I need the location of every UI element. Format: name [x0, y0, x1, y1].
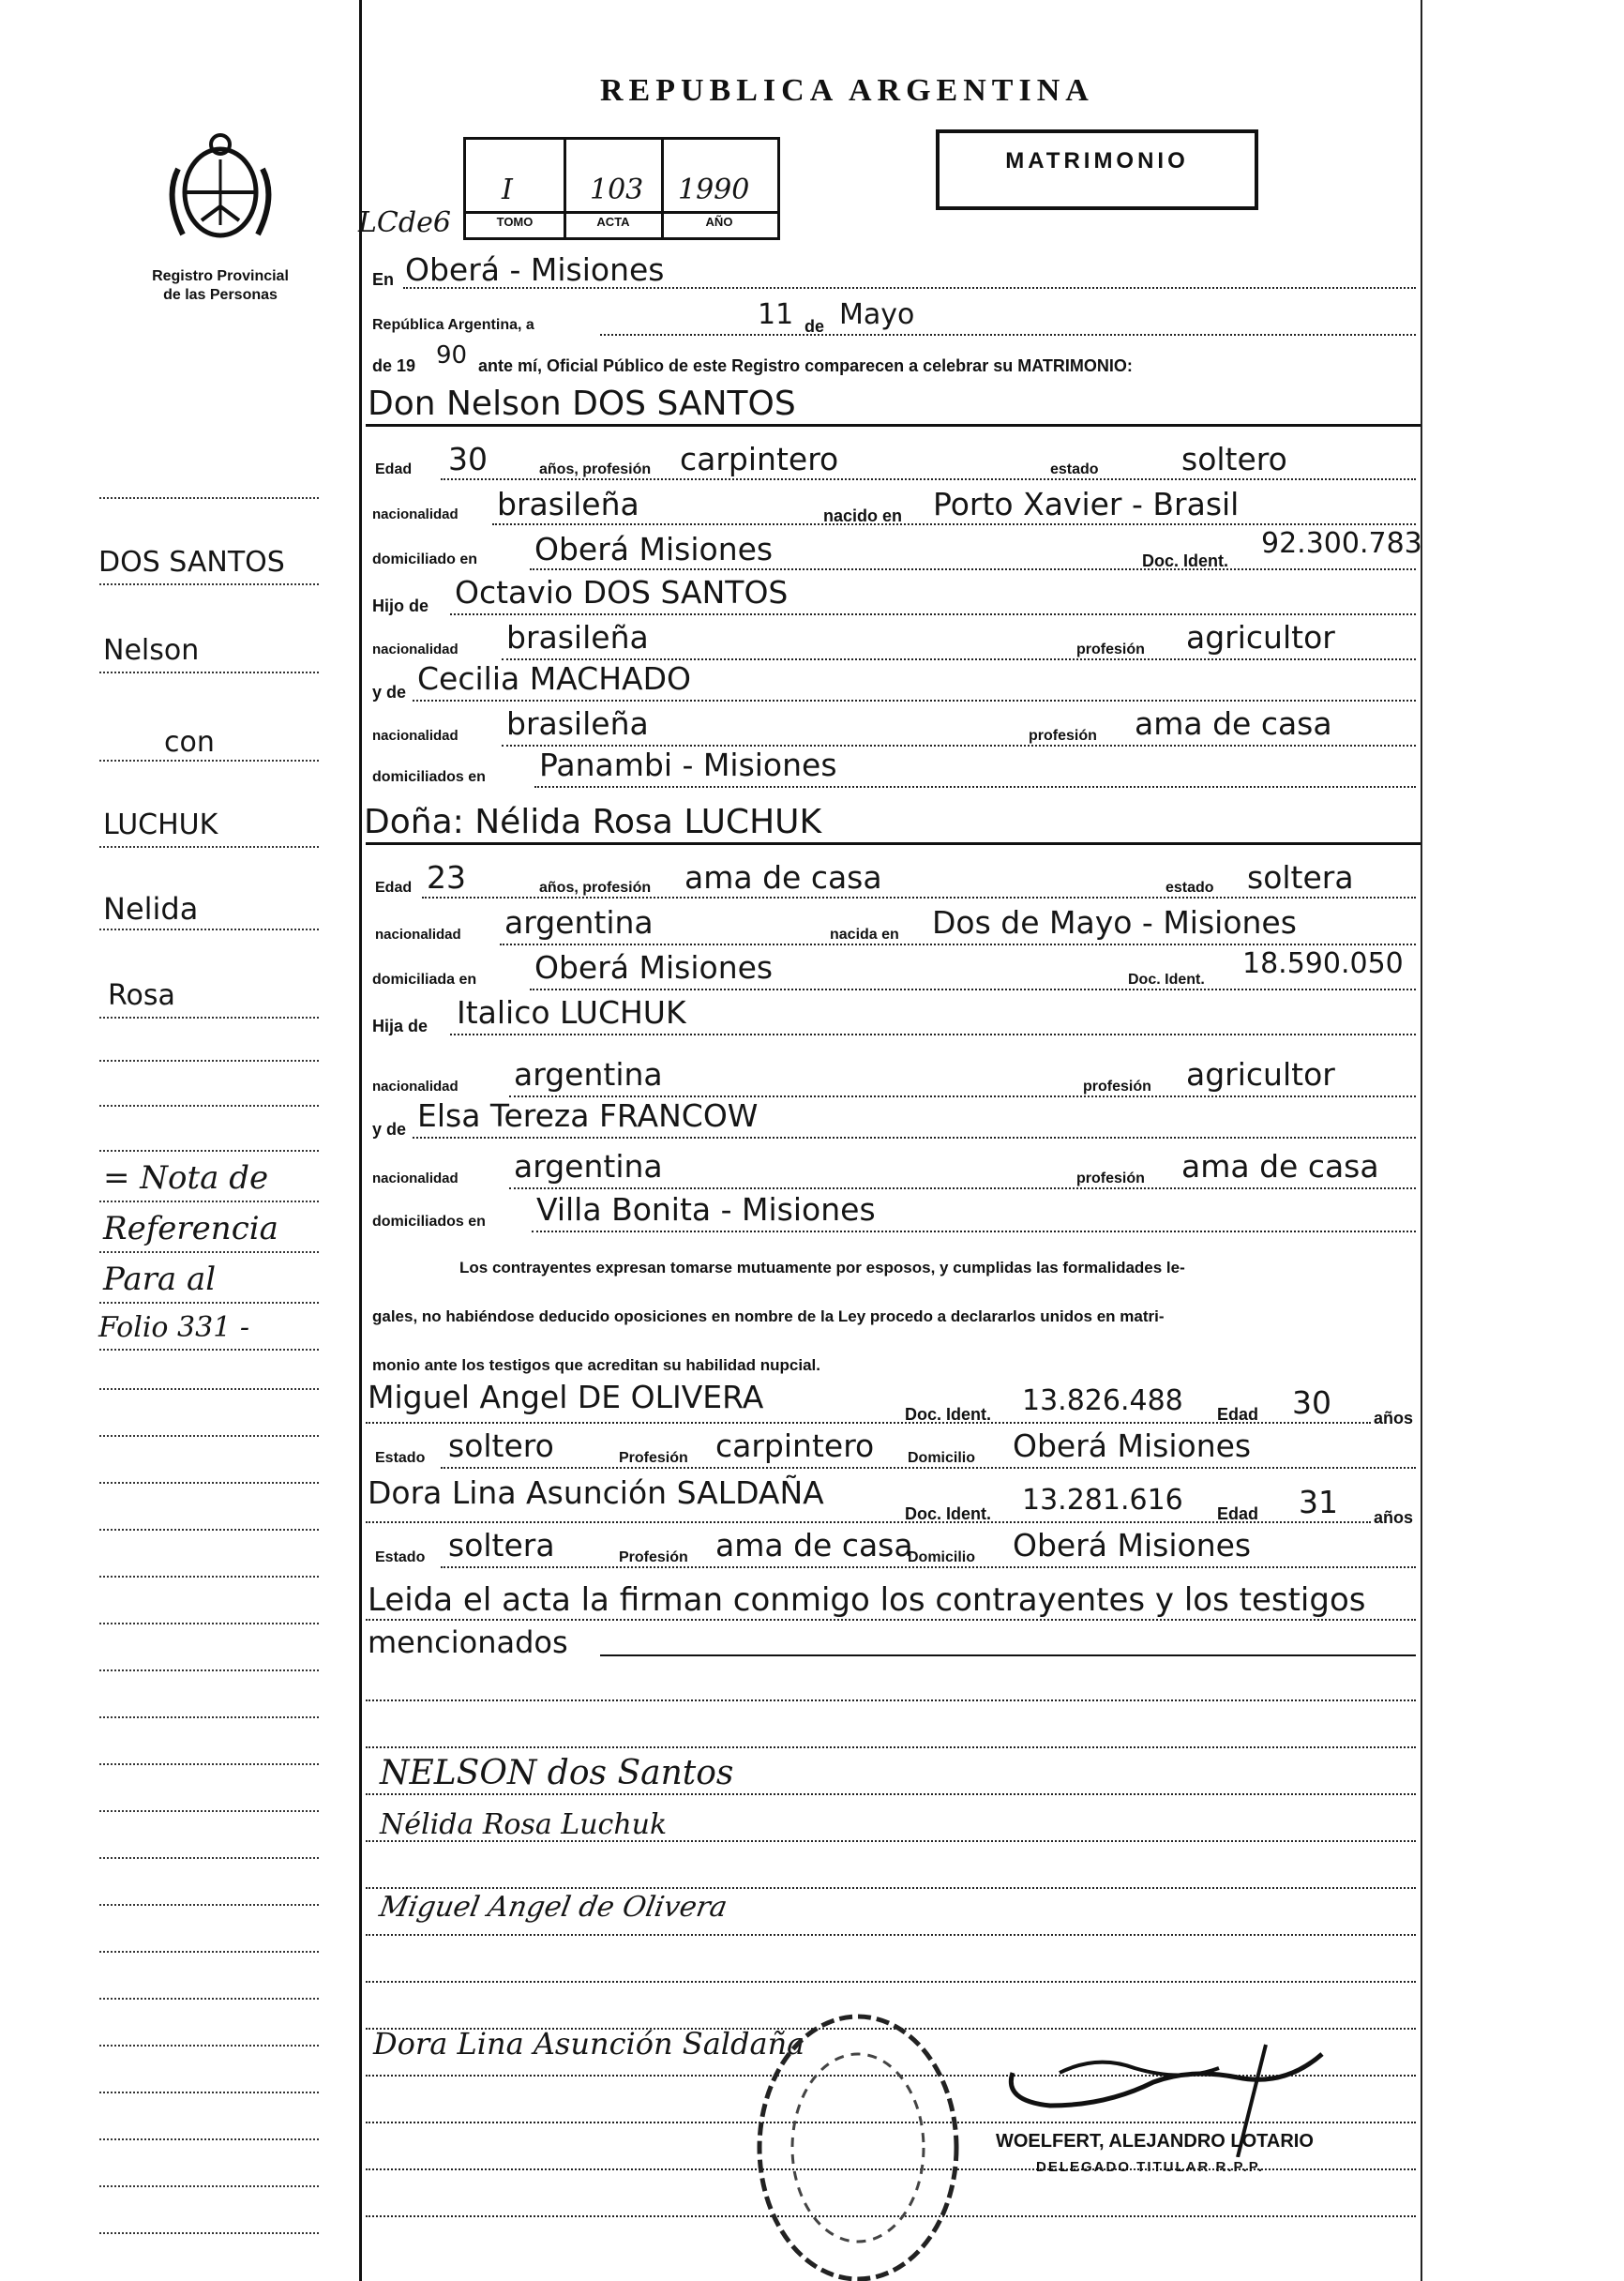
statement-line: gales, no habiéndose deducido oposiciones en nombre de la Ley procedo a declararlos unidos en matri-: [372, 1307, 1165, 1325]
date-year: 90: [436, 341, 468, 370]
witness1-doc: 13.826.488: [1022, 1384, 1183, 1417]
blank-row: [366, 1887, 1416, 1889]
groom-status: soltero: [1181, 441, 1287, 477]
acta-label: ACTA: [596, 215, 630, 229]
document-type-box: [936, 129, 1258, 210]
margin-note-line: Referencia: [103, 1210, 278, 1247]
place-value: Oberá - Misiones: [405, 251, 665, 288]
bride-parents-dom-line: [532, 1231, 1416, 1232]
witness1-line: [366, 1422, 1371, 1424]
officer-name: WOELFERT, ALEJANDRO LOTARIO: [996, 2131, 1314, 2152]
bride-nationality: argentina: [504, 904, 654, 941]
ledger-line: [99, 1857, 319, 1859]
groom-signature: NELSON dos Santos: [380, 1754, 734, 1792]
margin-note-line: Para al: [103, 1261, 217, 1298]
ledger-line: [99, 1998, 319, 2000]
bride-father-label: Hija de: [372, 1017, 429, 1035]
margin-rule: [359, 0, 362, 2281]
groom-profession: carpintero: [680, 441, 839, 477]
groom-parents-dom-line: [534, 786, 1416, 788]
bride-father-prof-label: profesión: [1083, 1079, 1151, 1095]
date-label: República Argentina, a: [372, 317, 534, 333]
closing-line: Leida el acta la firman conmigo los contrayentes y los testigos: [368, 1581, 1366, 1619]
volume-prefix: LCde6: [358, 206, 451, 239]
bride-parents-dom-label: domiciliados en: [372, 1214, 486, 1230]
groom-doc: 92.300.783: [1261, 527, 1422, 560]
ledger-line: [99, 1105, 319, 1107]
groom-dom-line: [530, 568, 1416, 570]
bride-name: Doña: Nélida Rosa LUCHUK: [364, 803, 822, 841]
ledger-line: [99, 1810, 319, 1812]
witness2-status: soltera: [448, 1527, 555, 1563]
place-label: En: [372, 270, 395, 289]
ledger-line: [99, 583, 319, 585]
ledger-line: [99, 1201, 319, 1202]
anio-label: AÑO: [705, 215, 733, 229]
bride-separator: [366, 842, 1421, 845]
bride-mother-nationality: argentina: [514, 1148, 663, 1185]
groom-age-line: [441, 478, 1416, 480]
groom-mother: Cecilia MACHADO: [417, 660, 691, 697]
bride-nat-line: [500, 944, 1416, 945]
document-type-label: MATRIMONIO: [1005, 148, 1189, 174]
ledger-line: [99, 1150, 319, 1152]
witness2-doc-label: Doc. Ident.: [905, 1504, 992, 1523]
closing-underline: [600, 1654, 1416, 1656]
year-label: de 19: [372, 356, 416, 375]
witness2-doc: 13.281.616: [1022, 1484, 1183, 1517]
blank-row: [366, 1934, 1416, 1936]
groom-birthplace: Porto Xavier - Brasil: [933, 486, 1240, 522]
bride-mother-prof-label: profesión: [1076, 1171, 1145, 1186]
right-rule: [1421, 0, 1422, 2281]
blank-row: [366, 1981, 1416, 1983]
date-mid-label: de: [804, 317, 825, 336]
groom-father-nat-label: nacionalidad: [372, 642, 459, 657]
groom-father-label: Hijo de: [372, 597, 429, 615]
bride-status-label: estado: [1165, 880, 1214, 896]
groom-father: Octavio DOS SANTOS: [455, 574, 789, 611]
groom-father-prof-label: profesión: [1076, 642, 1145, 657]
witness1-years-label: años: [1374, 1409, 1414, 1428]
groom-prof-label: años, profesión: [539, 461, 652, 477]
witness2-prof-label: Profesión: [619, 1549, 688, 1565]
witness2-line2: [441, 1566, 1416, 1568]
bride-profession: ama de casa: [684, 859, 882, 896]
office-line: Registro Provincial: [152, 268, 289, 284]
ledger-line: [99, 1529, 319, 1531]
ledger-line: [99, 760, 319, 762]
margin-given-name: Nelson: [103, 634, 200, 667]
groom-nat-label: nacionalidad: [372, 506, 459, 522]
ledger-line: [99, 1060, 319, 1062]
witness2-dom: Oberá Misiones: [1013, 1527, 1252, 1563]
ledger-line: [99, 1669, 319, 1671]
groom-mother-label: y de: [372, 683, 407, 702]
date-line: [600, 334, 1416, 336]
bride-born-label: nacida en: [830, 927, 899, 943]
anio-value: 1990: [678, 174, 750, 206]
bride-doc: 18.590.050: [1242, 947, 1404, 980]
groom-mother-profession: ama de casa: [1135, 705, 1332, 742]
margin-given-name: Nelida: [103, 891, 199, 927]
office-line: de las Personas: [163, 287, 278, 303]
witness2-name: Dora Lina Asunción SALDAÑA: [368, 1474, 824, 1511]
bride-dom-line: [530, 989, 1416, 990]
witness2-prof: ama de casa: [715, 1527, 913, 1563]
bride-status: soltera: [1247, 859, 1354, 896]
ledger-line: [99, 1904, 319, 1906]
witness2-age-label: Edad: [1217, 1504, 1259, 1523]
ledger-line: [99, 1388, 319, 1390]
closing-line: mencionados: [368, 1624, 568, 1660]
closing-line-rule: [366, 1619, 1416, 1621]
bride-father-line: [450, 1034, 1416, 1035]
ledger-line: [99, 1623, 319, 1624]
margin-surname: LUCHUK: [103, 808, 218, 841]
groom-mother-prof-label: profesión: [1029, 728, 1097, 744]
groom-age: 30: [448, 441, 488, 477]
bride-domicile: Oberá Misiones: [534, 949, 774, 986]
bride-mother-nat-label: nacionalidad: [372, 1171, 459, 1186]
blank-row: [366, 1793, 1416, 1795]
groom-mother-nationality: brasileña: [506, 705, 649, 742]
margin-conjunction: con: [164, 726, 215, 759]
officer-title: DELEGADO TITULAR R.P.P.: [1036, 2159, 1264, 2175]
ledger-line: [99, 846, 319, 848]
ledger-line: [99, 1349, 319, 1351]
bride-nat-label: nacionalidad: [375, 927, 461, 943]
ledger-line: [99, 2045, 319, 2047]
bride-age-label: Edad: [375, 880, 413, 896]
witness2-dom-label: Domicilio: [908, 1549, 976, 1565]
ledger-line: [99, 1017, 319, 1019]
bride-mother-label: y de: [372, 1120, 407, 1139]
bride-father-nationality: argentina: [514, 1056, 663, 1093]
ledger-line: [99, 1482, 319, 1484]
blank-row: [366, 1746, 1416, 1748]
witness1-prof-label: Profesión: [619, 1450, 688, 1466]
margin-given-name: Rosa: [108, 979, 175, 1012]
groom-age-label: Edad: [375, 461, 413, 477]
statement-line: Los contrayentes expresan tomarse mutuamente por esposos, y cumplidas las formalidades le-: [459, 1259, 1185, 1276]
ledger-line: [99, 2092, 319, 2093]
bride-father: Italico LUCHUK: [457, 994, 686, 1031]
witness2-status-label: Estado: [375, 1549, 426, 1565]
witness1-prof: carpintero: [715, 1428, 875, 1464]
groom-doc-label: Doc. Ident.: [1142, 551, 1229, 570]
ledger-line: [99, 929, 319, 930]
groom-father-profession: agricultor: [1186, 619, 1335, 656]
bride-mother-nat-line: [509, 1187, 1416, 1189]
witness1-status: soltero: [448, 1428, 554, 1464]
groom-father-nationality: brasileña: [506, 619, 649, 656]
bride-age: 23: [427, 859, 466, 896]
groom-mother-line: [413, 700, 1416, 702]
date-post-label: ante mí, Oficial Público de este Registro comparecen a celebrar su MATRIMONIO:: [478, 356, 1133, 375]
ledger-line: [99, 1251, 319, 1253]
tomo-label: TOMO: [496, 215, 534, 229]
witness2-age: 31: [1299, 1484, 1338, 1520]
bride-mother-profession: ama de casa: [1181, 1148, 1379, 1185]
ledger-line: [99, 1716, 319, 1718]
ledger-line: [99, 672, 319, 673]
groom-nat-line: [492, 523, 1416, 525]
blank-row: [366, 1699, 1416, 1701]
tomo-value: I: [502, 174, 513, 206]
witness1-signature: Miguel Angel de Olivera: [376, 1891, 730, 1924]
witness1-name: Miguel Angel DE OLIVERA: [368, 1379, 764, 1415]
bride-prof-label: años, profesión: [539, 880, 652, 896]
ledger-line: [99, 1763, 319, 1765]
groom-father-line: [450, 613, 1416, 615]
bride-father-nat-label: nacionalidad: [372, 1079, 459, 1095]
bride-doc-label: Doc. Ident.: [1128, 972, 1205, 988]
date-month: Mayo: [839, 298, 915, 331]
coat-of-arms-emblem: [164, 131, 277, 253]
witness1-doc-label: Doc. Ident.: [905, 1405, 992, 1424]
ledger-line: [99, 1576, 319, 1578]
witness1-age-label: Edad: [1217, 1405, 1259, 1424]
ledger-line: [99, 2185, 319, 2187]
witness2-signature: Dora Lina Asunción Saldaña: [373, 2026, 805, 2062]
bride-age-line: [422, 897, 1416, 899]
ledger-line: [99, 2138, 319, 2140]
ledger-line: [99, 1435, 319, 1437]
groom-name: Don Nelson DOS SANTOS: [368, 385, 796, 423]
bride-father-profession: agricultor: [1186, 1056, 1335, 1093]
ledger-line: [99, 1951, 319, 1953]
groom-born-label: nacido en: [823, 506, 903, 525]
witness1-age: 30: [1292, 1384, 1331, 1421]
statement-line: monio ante los testigos que acreditan su habilidad nupcial.: [372, 1356, 820, 1374]
groom-domicile: Oberá Misiones: [534, 531, 774, 567]
groom-nationality: brasileña: [497, 486, 639, 522]
margin-note-line: Folio 331 -: [98, 1311, 249, 1344]
groom-separator: [366, 424, 1421, 427]
acta-value: 103: [590, 174, 644, 206]
groom-dom-label: domiciliado en: [372, 551, 478, 567]
witness1-status-label: Estado: [375, 1450, 426, 1466]
ledger-line: [99, 497, 319, 499]
margin-note-line: = Nota de: [103, 1159, 269, 1197]
groom-status-label: estado: [1050, 461, 1099, 477]
office-name: [117, 267, 323, 305]
date-day: 11: [758, 298, 794, 331]
witness1-dom-label: Domicilio: [908, 1450, 976, 1466]
bride-mother-line: [413, 1137, 1416, 1139]
groom-parents-domicile: Panambi - Misiones: [539, 747, 837, 783]
ledger-line: [99, 2232, 319, 2234]
bride-mother: Elsa Tereza FRANCOW: [417, 1097, 759, 1134]
bride-parents-domicile: Villa Bonita - Misiones: [536, 1191, 876, 1228]
document-title: REPUBLICA ARGENTINA: [600, 73, 1094, 108]
place-line: [403, 287, 1416, 289]
groom-mother-nat-label: nacionalidad: [372, 728, 459, 744]
witness2-years-label: años: [1374, 1508, 1414, 1527]
bride-birthplace: Dos de Mayo - Misiones: [932, 904, 1297, 941]
witness2-line: [366, 1521, 1371, 1523]
witness1-dom: Oberá Misiones: [1013, 1428, 1252, 1464]
margin-surname: DOS SANTOS: [98, 546, 285, 579]
witness1-line2: [441, 1467, 1416, 1469]
bride-dom-label: domiciliada en: [372, 972, 477, 988]
ledger-line: [99, 1302, 319, 1304]
groom-parents-dom-label: domiciliados en: [372, 769, 486, 785]
official-seal-icon: [745, 1998, 970, 2281]
record-number-table: [463, 137, 780, 240]
bride-signature: Nélida Rosa Luchuk: [380, 1808, 668, 1841]
